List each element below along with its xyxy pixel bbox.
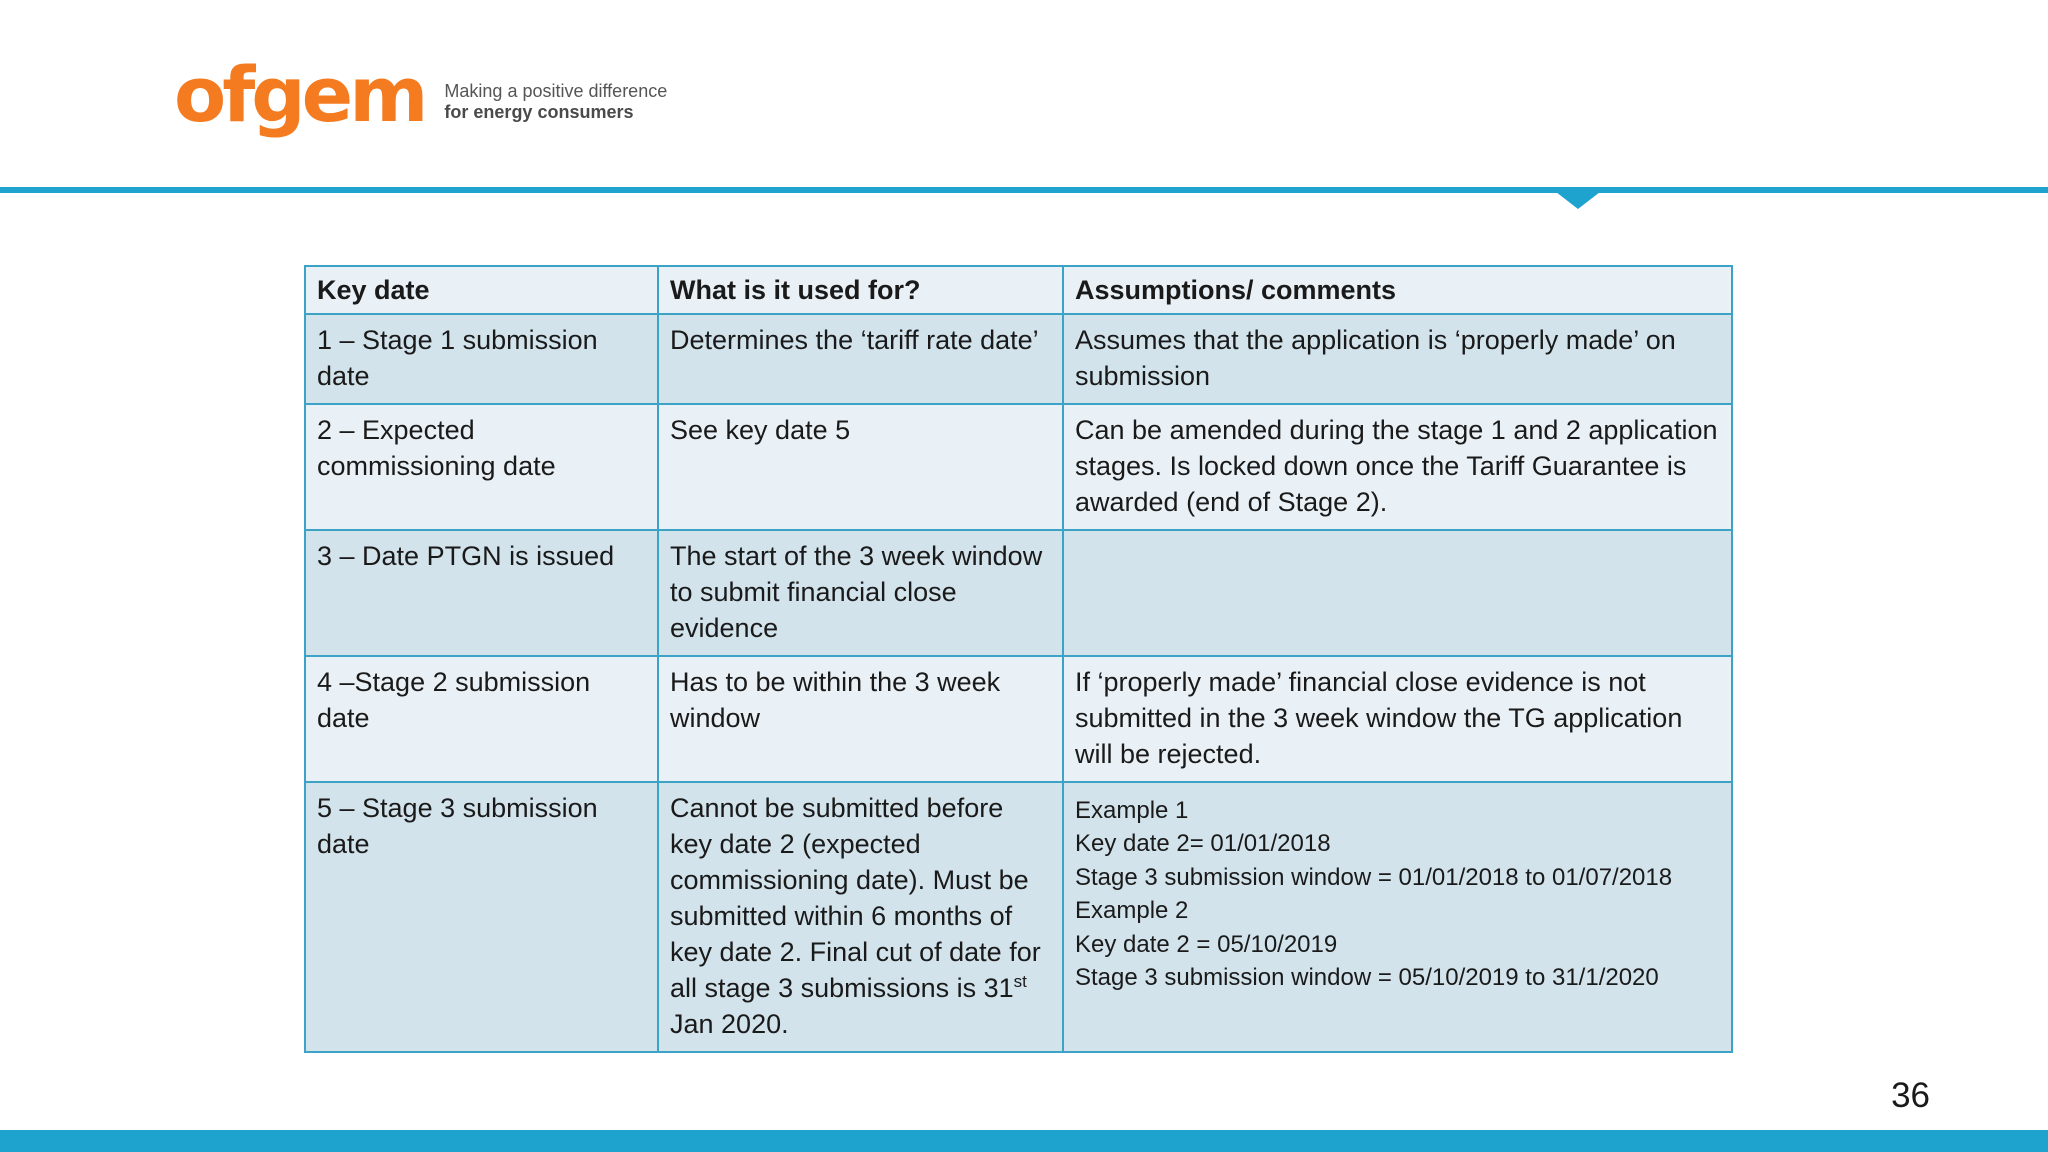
used-for-cell: Determines the ‘tariff rate date’ — [658, 314, 1063, 404]
key-date-cell: 3 – Date PTGN is issued — [305, 530, 658, 656]
page-number: 36 — [1891, 1076, 1930, 1115]
tagline-line-2: for energy consumers — [444, 102, 634, 122]
examples-block — [1075, 790, 1721, 994]
logo-tagline — [444, 81, 667, 123]
example-line: Key date 2= 01/01/2018 — [1075, 830, 1331, 858]
table-row — [305, 404, 1732, 530]
example-line: Stage 3 submission window = 01/01/2018 to 01/07/2018 — [1075, 863, 1673, 891]
used-for-text-tail: Jan 2020. — [670, 1009, 789, 1039]
table-row — [305, 782, 1732, 1052]
key-date-cell: 2 – Expected commissioning date — [305, 404, 658, 530]
comments-cell: If ‘properly made’ financial close evidence is not submitted in the 3 week window the TG application will be rejected. — [1063, 656, 1732, 782]
key-date-cell: 4 –Stage 2 submission date — [305, 656, 658, 782]
example-line: Stage 3 submission window = 05/10/2019 to 31/1/2020 — [1075, 964, 1659, 992]
used-for-cell — [658, 782, 1063, 1052]
key-dates-table — [304, 265, 1733, 1053]
divider-notch-icon — [1556, 192, 1600, 209]
key-date-cell: 1 – Stage 1 submission date — [305, 314, 658, 404]
used-for-cell: Has to be within the 3 week window — [658, 656, 1063, 782]
example-line: Example 1 — [1075, 797, 1189, 824]
comments-cell: Can be amended during the stage 1 and 2 application stages. Is locked down once the Tariff Guarantee is awarded (end of Stage 2). — [1063, 404, 1732, 530]
header-key-date: Key date — [305, 266, 658, 314]
used-for-cell: The start of the 3 week window to submit financial close evidence — [658, 530, 1063, 656]
example-line: Example 2 — [1075, 897, 1189, 925]
comments-cell: Assumes that the application is ‘properly made’ on submission — [1063, 314, 1732, 404]
tagline-line-1: Making a positive difference — [444, 81, 668, 101]
comments-cell — [1063, 530, 1732, 656]
ofgem-logo — [174, 50, 668, 142]
logo-wordmark: ofgem — [174, 50, 425, 139]
header-comments: Assumptions/ comments — [1063, 266, 1732, 314]
ordinal-suffix: st — [1013, 972, 1027, 991]
table-row — [305, 656, 1732, 782]
used-for-text: Cannot be submitted before key date 2 (expected commissioning date). Must be submitted within 6 months of key date 2. Final cut of date for all stage 3 submissions is 31 — [670, 793, 1041, 1003]
comments-cell — [1063, 782, 1732, 1052]
table-row — [305, 314, 1732, 404]
header-divider — [0, 187, 2048, 193]
key-date-cell: 5 – Stage 3 submission date — [305, 782, 658, 1052]
header-used-for: What is it used for? — [658, 266, 1063, 314]
footer-bar — [0, 1130, 2048, 1152]
table-header-row — [305, 266, 1732, 314]
table-row — [305, 530, 1732, 656]
example-line: Key date 2 = 05/10/2019 — [1075, 930, 1338, 958]
used-for-cell: See key date 5 — [658, 404, 1063, 530]
